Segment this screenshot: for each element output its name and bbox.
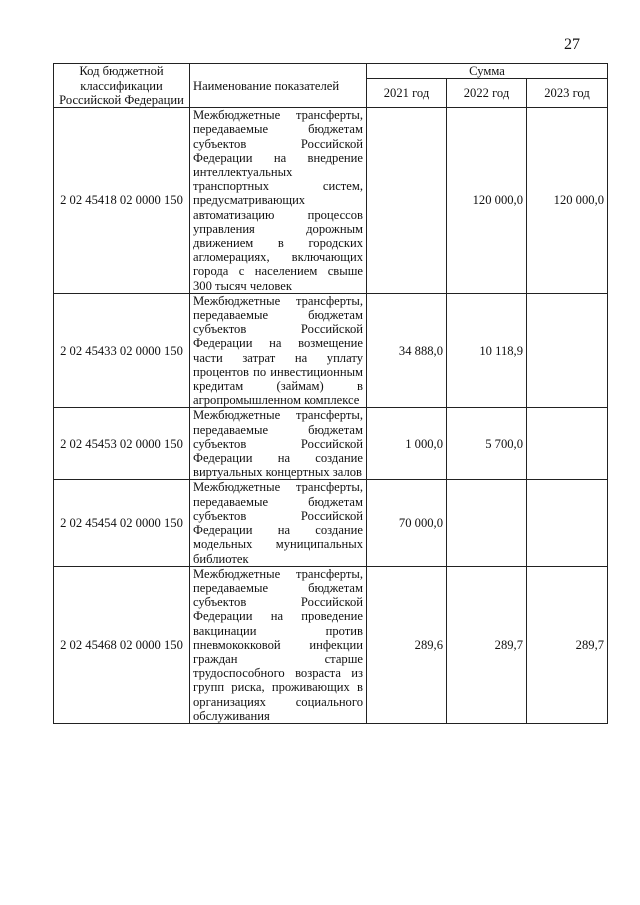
row-budget-code: 2 02 45454 02 0000 150: [54, 480, 190, 566]
header-year-2022: 2022 год: [447, 79, 527, 108]
row-amount-2022: [447, 480, 527, 566]
row-amount-2021: 70 000,0: [367, 480, 447, 566]
row-indicator-name: Межбюджетные трансферты, передаваемые бюджетам субъектов Российской Федерации на внедрение интеллектуальных транспортных систем, предусматривающих автоматизацию процессов управления дорожным движением в городских агломерациях, включающих города с населением свыше 300 тысяч человек: [190, 108, 367, 294]
row-budget-code: 2 02 45453 02 0000 150: [54, 408, 190, 480]
page-number: 27: [564, 36, 580, 53]
row-amount-2022: 5 700,0: [447, 408, 527, 480]
row-amount-2022: 10 118,9: [447, 293, 527, 408]
row-budget-code: 2 02 45468 02 0000 150: [54, 566, 190, 723]
header-sum: Сумма: [367, 64, 608, 79]
row-amount-2021: 1 000,0: [367, 408, 447, 480]
table-row: [54, 293, 608, 408]
row-indicator-name: Межбюджетные трансферты, передаваемые бюджетам субъектов Российской Федерации на возмещение части затрат на уплату процентов по инвестиционным кредитам (займам) в агропромышленном комплексе: [190, 293, 367, 408]
row-budget-code: 2 02 45433 02 0000 150: [54, 293, 190, 408]
row-amount-2023: [527, 480, 608, 566]
table-row: [54, 408, 608, 480]
row-amount-2021: [367, 108, 447, 294]
header-budget-code: Код бюджетной классификации Российской Федерации: [54, 64, 190, 108]
row-indicator-name: Межбюджетные трансферты, передаваемые бюджетам субъектов Российской Федерации на проведение вакцинации против пневмококковой инфекции граждан старше трудоспособного возраста из групп риска, проживающих в организациях социального обслуживания: [190, 566, 367, 723]
row-indicator-name: Межбюджетные трансферты, передаваемые бюджетам субъектов Российской Федерации на создание виртуальных концертных залов: [190, 408, 367, 480]
row-amount-2023: 289,7: [527, 566, 608, 723]
table-row: [54, 566, 608, 723]
row-budget-code: 2 02 45418 02 0000 150: [54, 108, 190, 294]
header-year-2023: 2023 год: [527, 79, 608, 108]
table-row: [54, 480, 608, 566]
row-amount-2023: 120 000,0: [527, 108, 608, 294]
row-amount-2022: 120 000,0: [447, 108, 527, 294]
table-row: [54, 108, 608, 294]
row-amount-2022: 289,7: [447, 566, 527, 723]
row-amount-2023: [527, 293, 608, 408]
budget-table: [53, 63, 608, 724]
header-indicator-name: Наименование показателей: [190, 64, 367, 108]
row-amount-2021: 34 888,0: [367, 293, 447, 408]
row-amount-2023: [527, 408, 608, 480]
row-amount-2021: 289,6: [367, 566, 447, 723]
header-year-2021: 2021 год: [367, 79, 447, 108]
row-indicator-name: Межбюджетные трансферты, передаваемые бюджетам субъектов Российской Федерации на создание модельных муниципальных библиотек: [190, 480, 367, 566]
